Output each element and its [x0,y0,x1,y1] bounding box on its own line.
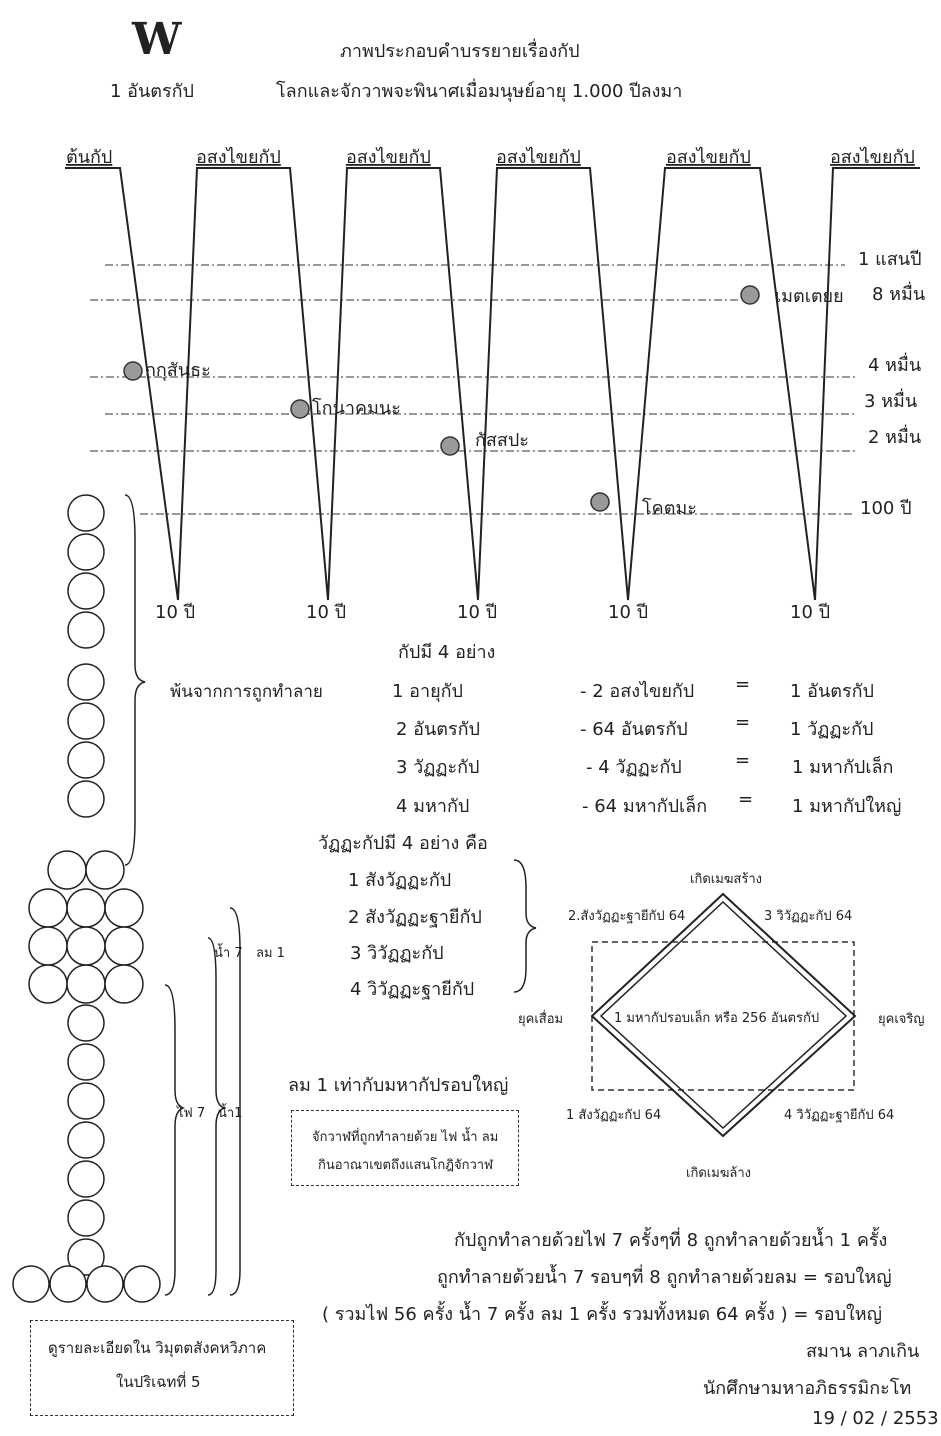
buddha-dot-4 [741,286,759,304]
top-label-0: ต้นกัป [66,147,113,168]
level-label-2: 4 หมื่น [868,355,922,376]
summary-line-2: ถูกทำลายด้วยน้ำ 7 รอบๆที่ 8 ถูกทำลายด้วยลม = รอบใหญ่ [437,1267,892,1288]
top-label-2: อสงไขยกัป [346,147,431,168]
buddha-label-4: เมตเตยย [775,286,844,307]
label-fire-7: ไฟ 7 [177,1106,206,1121]
label-wind-1: ลม 1 [256,946,285,961]
page-title: ภาพประกอบคำบรรยายเรื่องกัป [340,41,580,62]
diamond-center-label: 1 มหากัปรอบเล็ก หรือ 256 อันตรกัป [614,1011,820,1026]
vatta-heading: วัฏฏะกัปมี 4 อย่าง คือ [318,833,488,854]
kappa-row-2-eq: - 4 วัฏฏะกัป [586,757,682,778]
buddha-label-2: กัสสปะ [475,430,529,451]
kappa-row-1-name: 2 อันตรกัป [396,719,480,740]
vatta-item-2: 3 วิวัฏฏะกัป [350,943,444,964]
destruction-cycle-circles [0,480,300,1320]
author-name: สมาน ลาภเกิน [806,1341,920,1362]
bottom-label-3: 10 ปี [608,602,649,623]
top-label-5: อสงไขยกัป [830,147,915,168]
logo-letter: W [132,14,182,65]
kappa-row-2-result: 1 มหากัปเล็ก [792,757,894,778]
vatta-item-1: 2 สังวัฏฏะฐายีกัป [348,907,482,928]
kappa-row-0-name: 1 อายุกัป [392,681,463,702]
vatta-item-0: 1 สังวัฏฏะกัป [348,870,452,891]
diamond-upper-left-label: 2.สังวัฏฏะฐายีกัป 64 [568,909,686,924]
diamond-right-label: ยุคเจริญ [878,1012,925,1027]
diamond-lower-right-label: 4 วิวัฏฏะฐายีกัป 64 [784,1108,895,1123]
level-label-0: 1 แสนปี [858,249,922,270]
author-title: นักศึกษามหาอภิธรรมิกะโท [703,1378,912,1399]
kappa-row-3-eq: - 64 มหากัปเล็ก [582,796,708,817]
bottom-label-4: 10 ปี [790,602,831,623]
kappa-types-heading: กัปมี 4 อย่าง [398,642,496,663]
bottom-label-1: 10 ปี [306,602,347,623]
summary-line-1: กัปถูกทำลายด้วยไฟ 7 ครั้งๆที่ 8 ถูกทำลายด้วยน้ำ 1 ครั้ง [454,1230,888,1251]
kappa-row-2-sign: = [735,750,751,771]
author-date: 19 / 02 / 2553 [812,1408,939,1429]
diamond-lower-left-label: 1 สังวัฏฏะกัป 64 [566,1108,662,1123]
buddha-label-0: กกุสันธะ [145,360,211,381]
top-label-1: อสงไขยกัป [196,147,281,168]
kappa-row-1-result: 1 วัฏฏะกัป [790,719,874,740]
diamond-left-label: ยุคเสื่อม [518,1012,564,1027]
buddha-label-3: โคตมะ [642,498,697,519]
wind-note: ลม 1 เท่ากับมหากัปรอบใหญ่ [288,1075,509,1096]
diamond-top-label: เกิดเมฆสร้าง [690,872,762,887]
summary-line-3: ( รวมไฟ 56 ครั้ง น้ำ 7 ครั้ง ลม 1 ครั้ง รวมทั้งหมด 64 ครั้ง ) = รอบใหญ่ [322,1304,883,1325]
kappa-row-3-sign: = [738,789,754,810]
kappa-row-0-sign: = [735,674,751,695]
kappa-row-1-sign: = [735,712,751,733]
level-label-4: 2 หมื่น [868,427,922,448]
destruction-scope-line-1: กินอาณาเขตถึงแสนโกฎิจักวาฬ [318,1158,493,1173]
buddha-dot-2 [441,437,459,455]
reference-box [30,1320,294,1416]
reference-line-1: ในปริเฉทที่ 5 [116,1373,201,1391]
vatta-item-3: 4 วิวัฏฏะฐายีกัป [350,979,475,1000]
destruction-scope-line-0: จักวาฬที่ถูกทำลายด้วย ไฟ น้ำ ลม [312,1130,499,1145]
reference-line-0: ดูรายละเอียดใน วิมุตตสังคหวิภาค [48,1339,267,1357]
kappa-row-0-result: 1 อันตรกัป [790,681,874,702]
buddha-dot-0 [124,362,142,380]
bottom-label-2: 10 ปี [457,602,498,623]
label-water-1: น้ำ1 [218,1106,243,1121]
buddha-label-1: โกนาคมนะ [312,398,401,419]
page-subtitle: โลกและจักวาพจะพินาศเมื่อมนุษย์อายุ 1.000 ปีลงมา [276,81,683,102]
kappa-row-2-name: 3 วัฏฏะกัป [396,757,480,778]
kappa-row-3-name: 4 มหากัป [396,796,470,817]
kappa-row-1-eq: - 64 อันตรกัป [580,719,688,740]
subtitle-left: 1 อันตรกัป [110,81,194,102]
level-label-3: 3 หมื่น [864,391,918,412]
label-water-7: น้ำ 7 [214,946,243,961]
buddha-dot-1 [291,400,309,418]
bottom-label-0: 10 ปี [155,602,196,623]
diamond-bottom-label: เกิดเมฆล้าง [686,1166,752,1181]
kappa-row-0-eq: - 2 อสงไขยกัป [580,681,695,702]
top-label-3: อสงไขยกัป [496,147,581,168]
top-label-4: อสงไขยกัป [666,147,751,168]
buddha-dot-3 [591,493,609,511]
diamond-upper-right-label: 3 วิวัฏฏะกัป 64 [764,909,853,924]
level-label-5: 100 ปี [860,498,912,519]
level-label-1: 8 หมื่น [872,284,926,305]
kappa-types-label: พ้นจากการถูกทำลาย [170,682,323,702]
kappa-row-3-result: 1 มหากัปใหญ่ [792,796,902,817]
